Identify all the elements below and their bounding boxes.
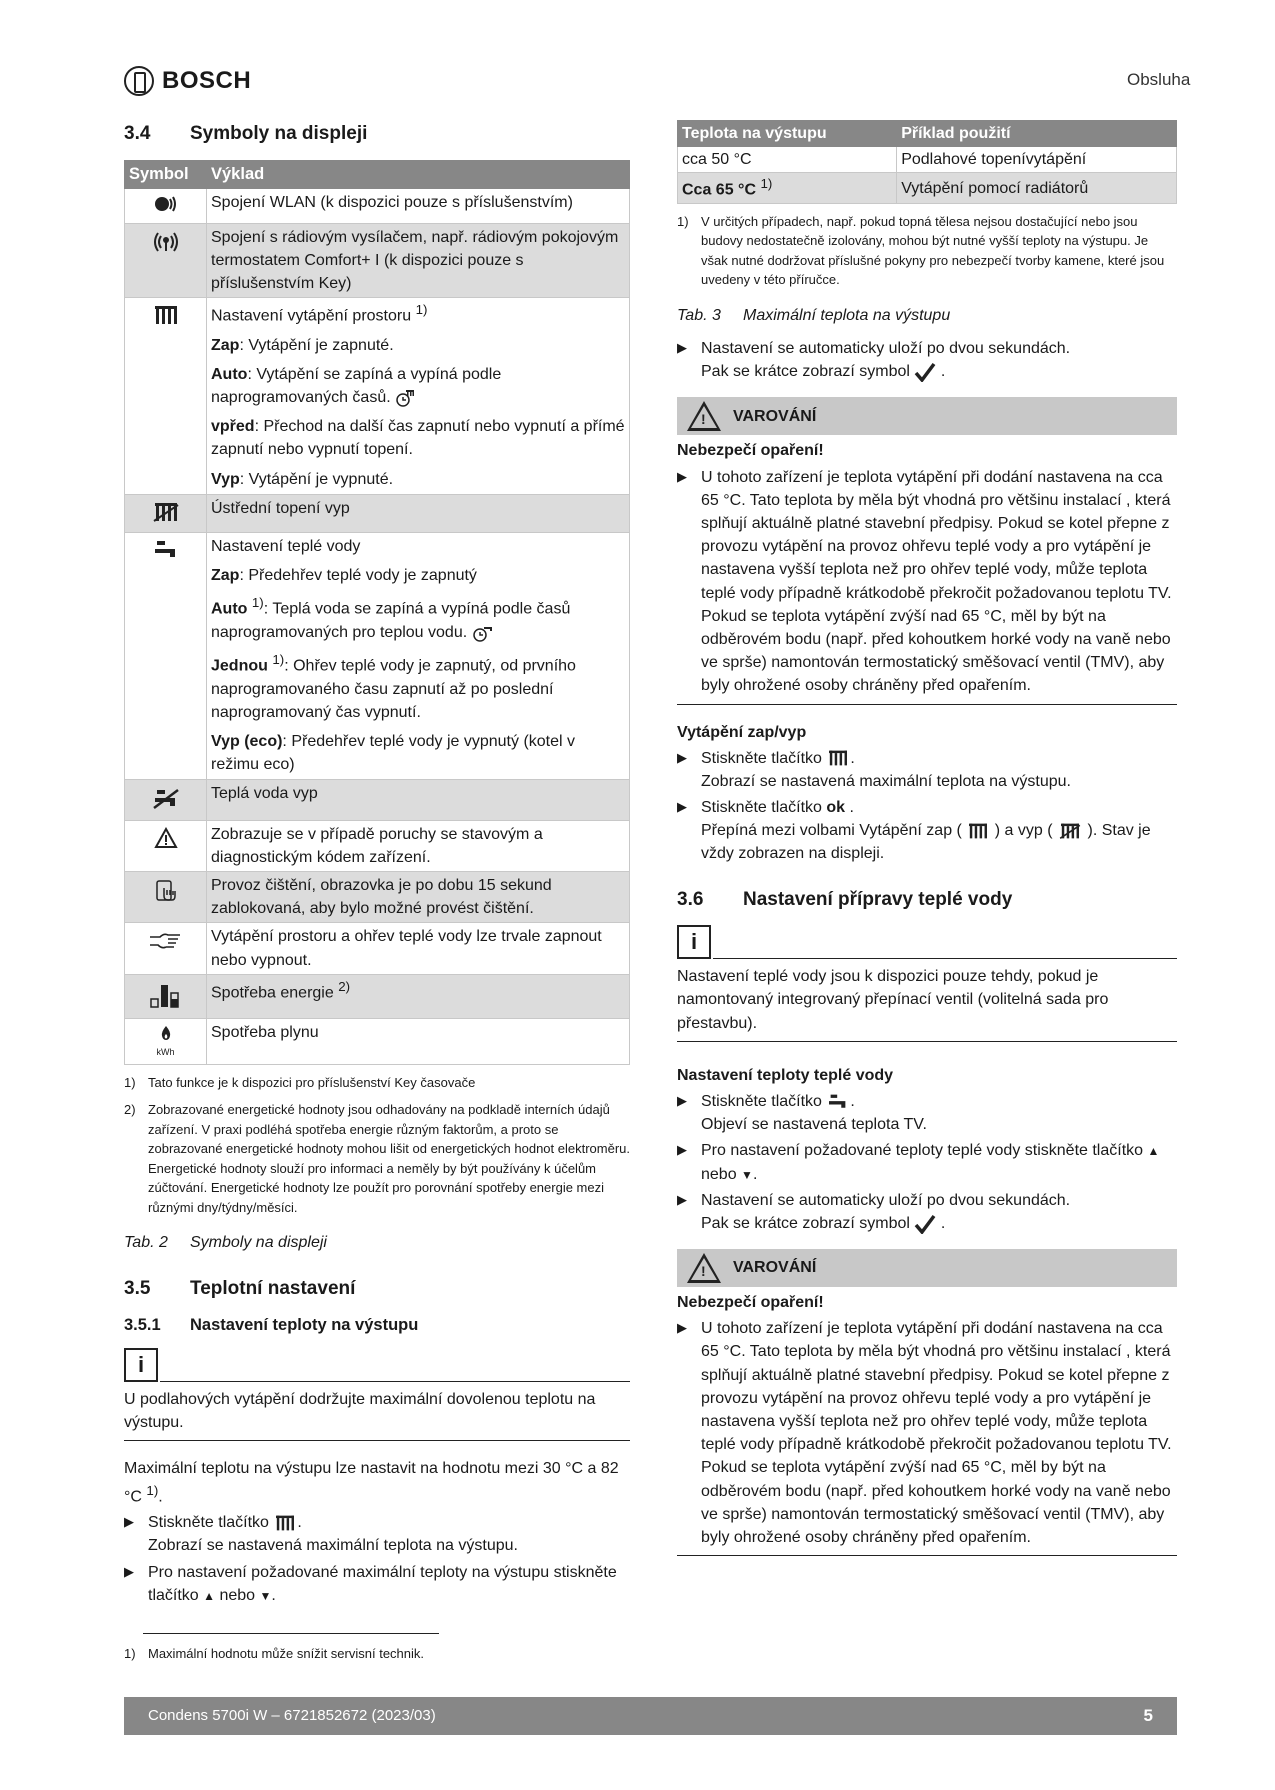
radiator-icon (153, 304, 179, 326)
period: . (849, 799, 854, 817)
table-caption (124, 1231, 630, 1254)
tap-button-icon (826, 1093, 850, 1111)
table-number: Tab. 2 (124, 1234, 168, 1252)
radiator-off-icon (152, 501, 180, 523)
step-text: Stiskněte tlačítko (701, 749, 822, 767)
warning-triangle-icon: ! (687, 1253, 721, 1283)
section-number: 3.5 (124, 1277, 151, 1299)
footnote-key: 1) (677, 213, 689, 229)
bullet-icon: ▶ (677, 1320, 687, 1336)
footnote-key: 2) (124, 1102, 136, 1118)
bullet-icon: ▶ (677, 1092, 687, 1108)
warning-subtitle: Nebezpečí opaření! (677, 1294, 824, 1312)
footnote-ref: 1) (760, 176, 773, 192)
section-title: Symboly na displeji (190, 123, 368, 144)
period: . (158, 1487, 163, 1505)
cell: Cca 65 °C (682, 181, 756, 199)
section-number: 3.6 (677, 888, 704, 910)
instruction-step (124, 1511, 630, 1557)
bullet-icon: ▶ (124, 1563, 134, 1579)
step-result: Zobrazí se nastavená maximální teplota na výstupu. (148, 1537, 518, 1555)
info-text: U podlahových vytápění dodržujte maximální dovolenou teplotu na výstupu. (124, 1391, 596, 1432)
instruction-step (677, 747, 1177, 793)
ok-key: ok (826, 799, 846, 817)
tap-off-icon (151, 786, 181, 810)
hand-pointing-icon (148, 929, 184, 951)
col-desc-header: Výklad (207, 160, 630, 189)
warning-bar (677, 397, 1177, 435)
section-title: Nastavení teploty na výstupu (190, 1316, 419, 1335)
warning-subtitle: Nebezpečí opaření! (677, 442, 824, 460)
bullet-icon: ▶ (677, 340, 687, 356)
radiator-button-icon (273, 1514, 297, 1532)
row-desc: Vytápění prostoru a ohřev teplé vody lze trvale zapnout nebo vypnout. (207, 923, 630, 974)
table-row (125, 189, 630, 223)
arrow-up-icon: ▲ (203, 1588, 216, 1603)
page-footer (124, 1697, 1177, 1735)
bullet-icon: ▶ (124, 1514, 134, 1530)
paragraph: Maximální teplotu na výstupu lze nastavit na hodnotu mezi 30 °C a 82 °C (124, 1460, 619, 1505)
radiator-off-icon (1057, 822, 1083, 840)
mode-desc: : Vytápění je zapnuté. (239, 336, 394, 354)
step-text: Pro nastavení požadované maximální teploty na výstupu stiskněte tlačítko (148, 1563, 617, 1604)
col-header: Příklad použití (897, 121, 1177, 147)
mode-label: Vyp (eco) (211, 733, 283, 751)
warning-text: U tohoto zařízení je teplota vytápění při dodání nastavena na cca 65 °C. Tato teplota by měla být vhodná pro většinu instalací , která splňují aktuálně platné stavební předpisy. Pokud se kotel přepne z provozu vytápění na provoz ohřevu teplé vody a pro vytápění je nastavena vyšší teplota než pro ohřev teplé vody, může teplota teplé vody případně krátkodobě překročit požadovanou teplotu TV. Pokud se teplota vytápění zvýší nad 65 °C, měl by být na odběrovém bodu (např. před kohoutkem horké vody na vaně nebo ve sprše) namontován termostatický směšovací ventil (TMV), aby byly ohrožené osoby chráněny před opařením. (701, 1320, 1172, 1546)
section-3-5-heading (124, 1275, 630, 1303)
symbols-table (124, 160, 630, 1065)
footnote-text: Tato funkce je k dispozici pro příslušenství Key časovače (148, 1074, 476, 1090)
info-text: Nastavení teplé vody jsou k dispozici pouze tehdy, pokud je namontovaný integrovaný přepínací ventil (volitelná sada pro přestavbu). (677, 968, 1109, 1032)
instruction-step (677, 796, 1177, 866)
section-title: Teplotní nastavení (190, 1277, 356, 1299)
mode-desc: : Předehřev teplé vody je zapnutý (239, 567, 477, 585)
footnote-key: 1) (124, 1646, 136, 1661)
row-desc: Provoz čištění, obrazovka je po dobu 15 sekund zablokovaná, aby bylo možné provést čištění. (207, 871, 630, 922)
period: . (297, 1514, 302, 1532)
footnote (677, 212, 1177, 290)
instruction-step (677, 337, 1177, 383)
bullet-icon: ▶ (677, 799, 687, 815)
table-row (125, 923, 630, 974)
footnote-text: Zobrazované energetické hodnoty jsou odhadovány na podkladě interních údajů zařízení. V praxi podléhá spotřeba energie různým faktorům, a proto se zobrazované energetické hodnoty mohou lišit od energetických hodnot elektroměru. Energetické hodnoty slouží pro informaci a neměly by být používány k účelům zúčtování. Energetické hodnoty lze použít pro porovnání spotřeby energie mezi různými dny/týdny/měsíci. (148, 1102, 631, 1215)
footnote-ref: 1) (272, 652, 285, 668)
period: . (850, 1092, 855, 1110)
mode-label: Auto (211, 365, 248, 383)
left-column (124, 120, 630, 1607)
table-row (125, 820, 630, 871)
page-number: 5 (1143, 1705, 1153, 1725)
max-temp-text (124, 1457, 630, 1508)
table-row (125, 1018, 630, 1064)
bullet-icon: ▶ (677, 468, 687, 484)
radiator-on-icon (966, 822, 990, 840)
footnote-ref: 2) (338, 978, 351, 994)
row-desc: Teplá voda vyp (207, 780, 630, 820)
section-3-5-1-heading (124, 1314, 630, 1338)
table-row (125, 780, 630, 820)
mode-desc: : Předehřev teplé vody je vypnutý (kotel v režimu eco) (211, 733, 576, 774)
mode-label: Auto (211, 600, 248, 618)
period: . (940, 1214, 946, 1232)
info-note (677, 925, 1177, 1042)
warning-title: VAROVÁNÍ (733, 1259, 817, 1277)
footnote-ref: 1) (251, 595, 264, 611)
step-result: Pak se krátce zobrazí symbol (701, 1214, 910, 1232)
table-row (678, 147, 1177, 173)
table-title: Maximální teplota na výstupu (743, 306, 951, 324)
footnote-1 (124, 1073, 630, 1093)
warning-item (677, 466, 1177, 698)
clock-tap-icon (472, 624, 494, 642)
section-3-6-heading (677, 886, 1177, 914)
bullet-icon: ▶ (677, 749, 687, 765)
warning-bar (677, 1249, 1177, 1287)
table-row (125, 223, 630, 298)
cell: Podlahové topenívytápění (897, 147, 1177, 173)
tap-icon (153, 539, 179, 561)
row-desc: Spotřeba plynu (207, 1018, 630, 1064)
radiator-button-icon (826, 749, 850, 767)
section-label: Obsluha (1127, 70, 1191, 89)
footnote-2 (124, 1100, 630, 1217)
warning-body (677, 1291, 1177, 1556)
arrow-down-icon: ▼ (741, 1167, 753, 1182)
row-desc: Zobrazuje se v případě poruchy se stavovým a diagnostickým kódem zařízení. (207, 820, 630, 871)
step-result: ). Stav je vždy zobrazen na displeji. (701, 822, 1151, 863)
step-text: nebo (701, 1165, 737, 1183)
warning-body (677, 439, 1177, 704)
mode-label: Vyp (211, 470, 240, 488)
arrow-up-icon: ▲ (1147, 1144, 1160, 1159)
mode-desc: : Ohřev teplé vody je zapnutý, od prvního naprogramovaného času zapnutí až po poslední naprogramovaný čas vypnutí. (211, 657, 576, 721)
mode-label: Jednou (211, 657, 268, 675)
step-text: Stiskněte tlačítko (148, 1514, 269, 1532)
cell: Vytápění pomocí radiátorů (897, 173, 1177, 204)
step-text: Nastavení se automaticky uloží po dvou sekundách. (701, 1191, 1071, 1209)
energy-bars-icon (149, 981, 183, 1009)
right-column (677, 120, 1177, 1556)
mode-desc: : Teplá voda se zapíná a vypíná podle časů naprogramovaných pro teplou vodu. (211, 600, 571, 641)
step-text: nebo (219, 1586, 256, 1604)
warning-triangle-icon: ! (687, 401, 721, 431)
row-desc: Spotřeba energie (211, 984, 334, 1002)
clock-radiator-icon (395, 389, 415, 407)
table-row (125, 533, 630, 780)
period: . (271, 1586, 276, 1604)
col-symbol-header: Symbol (125, 160, 207, 189)
table-row (125, 871, 630, 922)
info-icon: i (124, 1348, 158, 1382)
page-footnote (124, 1645, 424, 1664)
col-header: Teplota na výstupu (678, 121, 897, 147)
footnote-text: Maximální hodnotu může snížit servisní technik. (148, 1646, 425, 1661)
step-text: Nastavení se automaticky uloží po dvou sekundách. (701, 340, 1071, 358)
instruction-step (677, 1189, 1177, 1235)
subheading: Nastavení teploty teplé vody (677, 1066, 894, 1084)
period: . (752, 1165, 758, 1183)
subheading: Vytápění zap/vyp (677, 723, 807, 741)
row-desc: Ústřední topení vyp (207, 494, 630, 532)
step-result: Pak se krátce zobrazí symbol (701, 363, 910, 381)
footnote-ref: 1) (415, 302, 428, 318)
warning-item (677, 1317, 1177, 1549)
max-temp-table (677, 120, 1177, 204)
bosch-armature-icon (124, 66, 154, 96)
bosch-logo (124, 64, 251, 99)
mode-desc: : Přechod na další čas zapnutí nebo vypnutí a přímé zapnutí nebo vypnutí topení. (211, 418, 625, 459)
warning-title: VAROVÁNÍ (733, 407, 817, 425)
wlan-icon (153, 195, 179, 213)
info-note (124, 1348, 630, 1441)
section-number: 3.4 (124, 123, 151, 144)
table-title: Symboly na displeji (190, 1234, 327, 1252)
table-row (678, 173, 1177, 204)
table-caption (677, 304, 1177, 327)
info-icon: i (677, 925, 711, 959)
mode-desc: : Vytápění je vypnuté. (239, 470, 394, 488)
document-id: Condens 5700i W – 6721852672 (2023/03) (148, 1707, 436, 1725)
step-text: Stiskněte tlačítko (701, 1092, 822, 1110)
section-3-4-heading (124, 120, 630, 148)
footnote-text: V určitých případech, např. pokud topná tělesa nejsou dostačující nebo jsou budovy nedostatečně izolovány, mohou být nutné vyšší teploty na výstupu. Je však nutné dodržovat příslušné pokyny pro nebezpečí tvorby kamene, které jsou uvedeny v této příručce. (701, 213, 1165, 288)
cleaning-hand-icon (154, 878, 178, 904)
footnote-ref: 1) (146, 1482, 159, 1498)
step-text: Pro nastavení požadované teploty teplé vody stiskněte tlačítko (701, 1142, 1144, 1160)
brand-name: BOSCH (162, 67, 252, 94)
step-result: Zobrazí se nastavená maximální teplota na výstupu. (701, 772, 1071, 790)
table-row (125, 298, 630, 495)
row-desc: Spojení s rádiovým vysílačem, např. rádiovým pokojovým termostatem Comfort+ I (k dispozici pouze s příslušenstvím Key) (207, 223, 630, 298)
mode-label: vpřed (211, 418, 255, 436)
period: . (940, 363, 946, 381)
row-desc: Nastavení vytápění prostoru (211, 307, 412, 325)
section-title: Nastavení přípravy teplé vody (743, 888, 1013, 910)
warning-text: U tohoto zařízení je teplota vytápění při dodání nastavena na cca 65 °C. Tato teplota by měla být vhodná pro většinu instalací , která splňují aktuálně platné stavební předpisy. Pokud se kotel přepne z provozu vytápění na provoz ohřevu teplé vody a pro vytápění je nastavena vyšší teplota než pro ohřev teplé vody, může teplota teplé vody případně krátkodobě překročit požadovanou teplotu TV. Pokud se teplota vytápění zvýší nad 65 °C, měl by být na odběrovém bodu (např. před kohoutkem horké vody na vaně nebo ve sprše) namontován termostatický směšovací ventil (TMV), aby byly ohrožené osoby chráněny před opařením. (701, 468, 1172, 695)
footnote-divider (143, 1633, 439, 1634)
step-text: Stiskněte tlačítko (701, 799, 822, 817)
step-result: ) a vyp ( (994, 822, 1053, 840)
checkmark-icon (914, 362, 936, 382)
footnote-key: 1) (124, 1074, 136, 1090)
table-row (125, 494, 630, 532)
mode-desc: : Vytápění se zapíná a vypíná podle naprogramovaných časů. (211, 365, 502, 407)
arrow-down-icon: ▼ (259, 1588, 272, 1603)
row-desc: Spojení WLAN (k dispozici pouze s příslušenstvím) (207, 189, 630, 223)
warning-icon (154, 827, 178, 849)
step-result: Přepíná mezi volbami Vytápění zap ( (701, 822, 962, 840)
kwh-label: kWh (156, 1047, 175, 1058)
bullet-icon: ▶ (677, 1142, 687, 1158)
instruction-step (124, 1561, 630, 1607)
instruction-step (677, 1090, 1177, 1136)
period: . (850, 749, 855, 767)
table-row (125, 974, 630, 1018)
mode-label: Zap (211, 336, 240, 354)
mode-label: Zap (211, 567, 240, 585)
instruction-step (677, 1139, 1177, 1185)
cell: cca 50 °C (678, 147, 897, 173)
radio-signal-icon (149, 230, 183, 254)
step-result: Objeví se nastavená teplota TV. (701, 1116, 927, 1134)
bullet-icon: ▶ (677, 1191, 687, 1207)
table-number: Tab. 3 (677, 306, 721, 324)
row-desc: Nastavení teplé vody (211, 538, 361, 556)
section-number: 3.5.1 (124, 1316, 161, 1335)
gas-flame-icon (159, 1025, 173, 1041)
checkmark-icon (914, 1214, 936, 1234)
